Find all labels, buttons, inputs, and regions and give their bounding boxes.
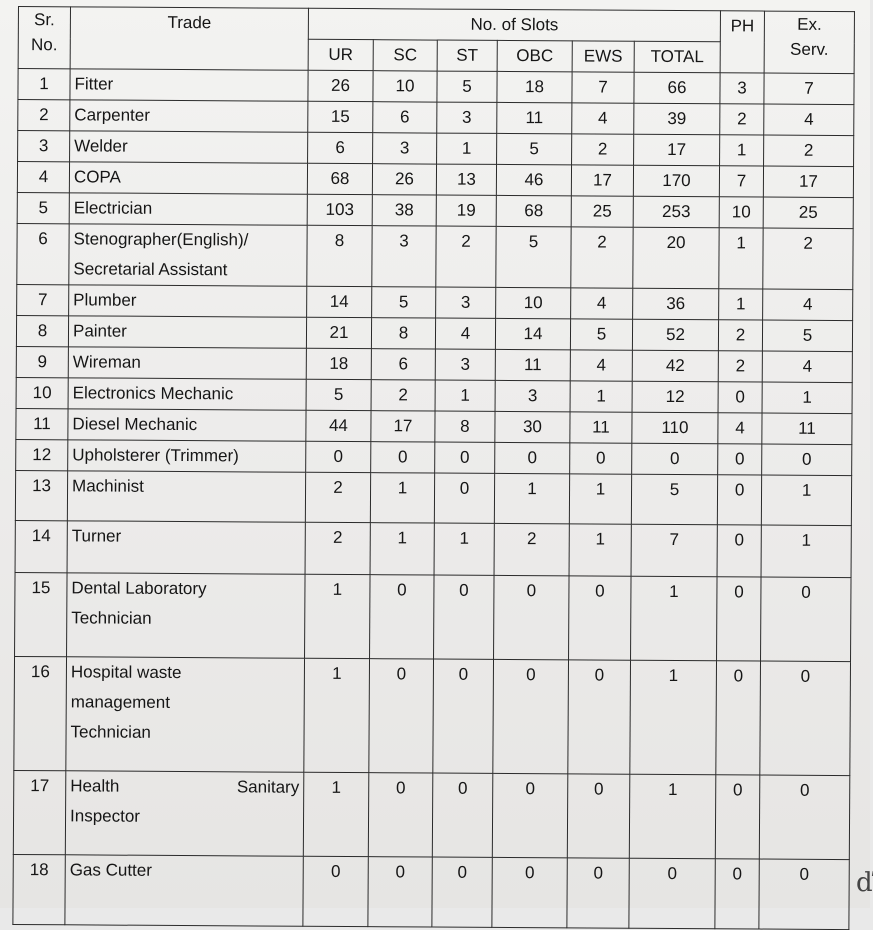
cell-sr-no: 10 (16, 377, 68, 408)
cell-st: 8 (435, 411, 495, 442)
col-header-ur: UR (308, 39, 373, 70)
cell-total: 20 (633, 227, 719, 289)
cell-ex: 11 (762, 413, 852, 445)
cell-total: 253 (633, 196, 719, 228)
cell-ex: 4 (764, 104, 854, 136)
cell-ur: 1 (305, 574, 371, 658)
trade-line: Dental Laboratory (71, 578, 207, 599)
cell-ews: 4 (570, 350, 632, 381)
cell-obc: 0 (492, 857, 567, 927)
cell-obc: 0 (492, 773, 568, 857)
cell-trade (66, 657, 305, 772)
cell-sc: 10 (373, 71, 437, 102)
cell-trade (68, 316, 306, 348)
cell-sc: 26 (372, 164, 436, 195)
cell-total: 1 (631, 576, 718, 661)
cell-sr-no: 9 (16, 346, 68, 377)
trade-line: Carpenter (74, 105, 151, 125)
cell-sr-no: 11 (16, 408, 68, 439)
cell-ph: 2 (718, 320, 762, 351)
cell-st: 3 (436, 287, 496, 318)
table-row (16, 439, 852, 475)
cell-ex: 1 (761, 475, 851, 526)
cell-ex: 2 (764, 135, 854, 167)
cell-total: 39 (634, 103, 720, 135)
cell-sr-no: 17 (13, 770, 66, 854)
cell-ur: 1 (304, 658, 370, 772)
cell-ur: 1 (303, 772, 369, 856)
cell-ews: 11 (570, 412, 632, 443)
cell-sc: 3 (372, 226, 436, 287)
cell-sr-no: 12 (16, 439, 68, 470)
cell-ex: 5 (762, 320, 852, 352)
cell-ur: 2 (305, 522, 370, 574)
cell-sc: 3 (373, 133, 437, 164)
cell-ews: 5 (570, 319, 632, 350)
cell-ex: 0 (760, 661, 851, 776)
cell-ph: 0 (718, 444, 762, 475)
trade-line: Technician (70, 722, 151, 742)
cell-sc: 6 (371, 349, 435, 380)
cell-total: 0 (632, 443, 718, 475)
cell-ews: 17 (571, 165, 633, 196)
cell-total: 110 (632, 412, 718, 444)
col-header-sc: SC (373, 40, 437, 71)
trade-line: Wireman (72, 352, 141, 372)
header-row-1 (18, 7, 854, 43)
cell-obc: 46 (496, 164, 571, 195)
cell-total: 1 (629, 774, 716, 859)
cell-obc: 1 (494, 473, 569, 523)
cell-ex: 4 (763, 289, 853, 321)
table-row (13, 854, 849, 929)
cell-sr-no: 1 (18, 69, 70, 100)
cell-ews: 2 (571, 227, 633, 288)
col-header-ph: PH (720, 11, 764, 73)
table-row (16, 346, 852, 382)
trade-line: Plumber (73, 290, 137, 310)
cell-obc: 68 (496, 195, 571, 226)
trade-line: Gas Cutter (69, 860, 152, 880)
header-sr-line1: Sr. (33, 10, 55, 30)
cell-sr-no: 18 (13, 854, 65, 924)
cell-trade (68, 440, 306, 472)
cell-ews: 1 (570, 381, 632, 412)
cell-sr-no: 2 (18, 100, 70, 131)
trade-line: Painter (72, 321, 127, 341)
cell-ur: 18 (306, 348, 371, 379)
cell-st: 1 (434, 523, 494, 575)
trade-line: Welder (74, 136, 128, 156)
cell-sc: 0 (368, 773, 433, 857)
trade-line: Upholsterer (Trimmer) (72, 445, 239, 466)
trade-line: Hospital waste (70, 662, 182, 683)
cell-total: 42 (632, 350, 718, 382)
cell-total: 66 (634, 72, 720, 104)
cell-trade (68, 409, 306, 441)
cell-sc: 38 (372, 195, 436, 226)
cell-trade (68, 378, 306, 410)
cell-ph: 0 (717, 525, 761, 577)
cell-total: 0 (629, 858, 715, 929)
table-row (17, 223, 853, 289)
cell-total: 36 (633, 288, 719, 320)
cell-sr-no: 3 (18, 131, 70, 162)
cell-st: 0 (434, 575, 495, 659)
cell-sc: 2 (371, 380, 435, 411)
header-sr-line2: No. (30, 35, 58, 55)
apprentice-slots-table (12, 6, 855, 930)
table-row (18, 69, 854, 105)
cell-obc: 2 (494, 523, 569, 575)
trade-line: Secretarial Assistant (73, 259, 228, 280)
header-ex-line1: Ex. (797, 14, 822, 34)
trade-line: COPA (73, 167, 121, 187)
cell-ph: 3 (720, 73, 764, 104)
cell-ph: 0 (715, 775, 760, 859)
col-header-ews: EWS (572, 41, 634, 72)
cell-ews: 0 (569, 576, 632, 660)
table-row (15, 520, 851, 577)
cell-st: 19 (436, 195, 496, 226)
cell-sr-no: 6 (17, 223, 69, 284)
cell-ph: 0 (715, 859, 759, 929)
header-ex-line2: Serv. (790, 39, 829, 59)
cell-st: 13 (436, 164, 496, 195)
cell-st: 1 (437, 133, 497, 164)
cell-total: 170 (633, 165, 719, 197)
cell-st: 3 (435, 349, 495, 380)
cell-sr-no: 4 (17, 162, 69, 193)
trade-line: Fitter (74, 74, 114, 94)
cell-ex: 7 (764, 73, 854, 105)
cell-obc: 18 (497, 71, 572, 102)
trade-line: Machinist (72, 476, 144, 496)
cell-ur: 0 (303, 856, 368, 926)
cell-ur: 14 (307, 286, 372, 317)
cell-trade (67, 471, 305, 522)
cell-sr-no: 16 (14, 656, 67, 770)
cell-obc: 3 (495, 380, 570, 411)
cell-ews: 1 (569, 474, 631, 524)
cell-trade (70, 131, 308, 163)
cell-ews: 1 (569, 524, 631, 576)
cell-ur: 44 (306, 410, 371, 441)
cell-trade (65, 771, 304, 856)
col-header-trade: Trade (70, 7, 308, 70)
cell-sc: 0 (370, 575, 435, 659)
cell-sc: 0 (369, 659, 434, 773)
cell-total: 7 (631, 524, 717, 577)
cell-trade (69, 162, 307, 194)
cell-obc: 0 (493, 659, 569, 773)
cell-trade (70, 69, 308, 101)
cell-sc: 6 (373, 102, 437, 133)
cell-trade (67, 521, 305, 574)
col-header-sr-no (18, 7, 70, 69)
cell-ur: 21 (306, 317, 371, 348)
cell-trade (68, 347, 306, 379)
cell-total: 1 (630, 660, 717, 775)
cell-sc: 0 (371, 442, 435, 473)
cell-ex: 0 (759, 775, 850, 860)
table-row (16, 408, 852, 444)
cell-obc: 11 (497, 102, 572, 133)
cell-obc: 0 (495, 442, 570, 473)
trade-line: Diesel Mechanic (72, 414, 198, 435)
trade-line: Turner (71, 526, 122, 546)
cell-ews: 0 (570, 443, 632, 474)
cell-total: 12 (632, 381, 718, 413)
col-header-total: TOTAL (634, 41, 720, 73)
cell-ex: 25 (763, 197, 853, 229)
table-row (18, 100, 854, 136)
cell-st: 4 (435, 318, 495, 349)
cell-obc: 5 (496, 226, 571, 287)
cell-ews: 2 (572, 134, 634, 165)
cell-ews: 7 (572, 72, 634, 103)
col-header-st: ST (437, 40, 497, 71)
cell-ur: 8 (307, 225, 372, 286)
cell-st: 2 (436, 226, 496, 287)
table-row (13, 770, 850, 859)
cell-st: 0 (434, 473, 494, 523)
cell-ur: 5 (306, 379, 371, 410)
table-row (15, 572, 852, 661)
cell-sr-no: 8 (16, 315, 68, 346)
cell-sc: 1 (370, 473, 434, 523)
cell-trade (65, 855, 303, 926)
cell-obc: 11 (495, 349, 570, 380)
cell-ews: 4 (571, 288, 633, 319)
cell-sc: 8 (371, 318, 435, 349)
cell-ph: 0 (717, 577, 762, 661)
table-row (17, 192, 853, 228)
cell-ex: 1 (762, 382, 852, 414)
table-row (17, 162, 853, 198)
cell-ex: 0 (762, 444, 852, 476)
cell-ph: 2 (718, 351, 762, 382)
cell-sc: 17 (371, 411, 435, 442)
cell-sr-no: 5 (17, 192, 69, 223)
cell-ph: 1 (719, 289, 763, 320)
table-row (15, 470, 851, 525)
cell-ex: 2 (763, 228, 853, 290)
cell-ews: 0 (567, 774, 630, 858)
cell-obc: 0 (494, 575, 570, 659)
table-row (18, 131, 854, 167)
cell-ews: 25 (571, 196, 633, 227)
trade-line: Inspector (69, 806, 141, 826)
cell-ph: 1 (720, 135, 764, 166)
table-body (13, 69, 854, 930)
trade-line: Electrician (73, 198, 153, 218)
cell-st: 0 (435, 442, 495, 473)
table-row (17, 284, 853, 320)
cell-total: 17 (634, 134, 720, 166)
col-header-obc: OBC (497, 40, 572, 71)
cell-trade (69, 224, 307, 286)
cell-ex: 0 (761, 577, 852, 662)
cell-st: 1 (435, 380, 495, 411)
cell-ews: 0 (568, 660, 631, 774)
cell-ph: 0 (718, 382, 762, 413)
cell-sc: 5 (372, 287, 436, 318)
cell-ur: 2 (305, 472, 370, 522)
cell-sr-no: 15 (15, 572, 68, 656)
cell-ex: 4 (762, 351, 852, 383)
handwritten-mark: ď (856, 868, 873, 898)
cell-ews: 0 (567, 858, 629, 928)
cell-ex: 0 (759, 859, 849, 930)
cell-sc: 0 (368, 857, 432, 927)
cell-st: 3 (437, 102, 497, 133)
cell-sr-no: 7 (17, 284, 69, 315)
cell-trade (70, 100, 308, 132)
trade-line: Health Sanitary (70, 776, 300, 797)
cell-st: 0 (433, 659, 494, 773)
cell-st: 5 (437, 71, 497, 102)
cell-obc: 14 (495, 318, 570, 349)
cell-sc: 1 (370, 523, 434, 575)
cell-ph: 2 (720, 104, 764, 135)
cell-ph: 7 (719, 166, 763, 197)
cell-sr-no: 14 (15, 520, 67, 572)
cell-ur: 26 (308, 70, 373, 101)
cell-trade (69, 193, 307, 225)
trade-line: Technician (71, 608, 152, 628)
cell-st: 0 (432, 773, 493, 857)
col-header-no-of-slots: No. of Slots (308, 8, 720, 42)
table-row (14, 656, 851, 775)
cell-ph: 1 (719, 228, 763, 289)
cell-trade (67, 573, 306, 658)
cell-ur: 0 (306, 441, 371, 472)
cell-st: 0 (432, 857, 492, 927)
cell-ews: 4 (572, 103, 634, 134)
cell-total: 52 (632, 319, 718, 351)
cell-ex: 17 (763, 166, 853, 198)
trade-line: Electronics Mechanic (72, 383, 234, 404)
cell-ex: 1 (761, 525, 851, 578)
cell-trade (69, 285, 307, 317)
cell-sr-no: 13 (15, 470, 67, 520)
cell-ur: 15 (308, 101, 373, 132)
table-row (16, 377, 852, 413)
cell-obc: 5 (497, 133, 572, 164)
cell-obc: 30 (495, 411, 570, 442)
cell-obc: 10 (496, 287, 571, 318)
cell-ph: 0 (717, 475, 761, 525)
col-header-ex-serv (764, 11, 854, 74)
trade-line: management (70, 692, 171, 712)
cell-ph: 10 (719, 197, 763, 228)
cell-ph: 4 (718, 413, 762, 444)
cell-total: 5 (631, 474, 717, 525)
cell-ph: 0 (716, 661, 761, 775)
table-row (16, 315, 852, 351)
cell-ur: 6 (308, 132, 373, 163)
cell-ur: 68 (307, 163, 372, 194)
cell-ur: 103 (307, 194, 372, 225)
trade-line: Stenographer(English)/ (73, 229, 249, 250)
